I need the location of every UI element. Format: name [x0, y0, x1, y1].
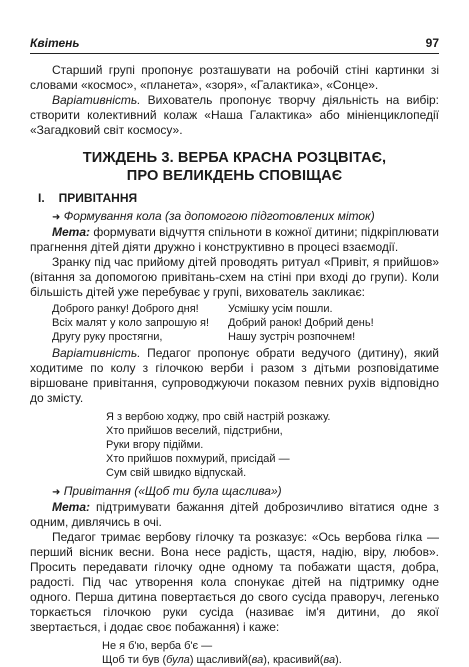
variation-text-2: Педагог пропонує обрати ведучого (дитину), який ходитиме по колу з гілочкою верби і разом з дітьми розповідатиме віршоване привітання, супроводжуючи показом певних рухів відповідно до змісту.	[30, 346, 439, 405]
arrow-icon: ➜	[52, 487, 61, 498]
variation-label: Варіативність.	[52, 93, 141, 107]
activity-title-2: Привітання («Щоб ти була щаслива»)	[63, 484, 282, 498]
section-numeral: I.	[38, 191, 45, 205]
goal-paragraph-2	[30, 500, 439, 530]
verse-line: Хто прийшов веселий, підстрибни,	[106, 425, 283, 437]
week-title-line-2: ПРО ВЕЛИКДЕНЬ СПОВІЩАЄ	[126, 168, 343, 184]
arrow-icon: ➜	[52, 212, 61, 223]
greeting-left-line-2: Всіх малят у коло запрошую я!	[52, 317, 210, 329]
section-title: ПРИВІТАННЯ	[58, 191, 138, 205]
greeting-left-line-3: Другу руку простягни,	[52, 331, 163, 343]
blessing-line-2	[102, 653, 439, 667]
verse-line: Я з вербою ходжу, про свій настрій розкажу.	[106, 411, 331, 423]
blessing-fragment: ), красивий(	[263, 654, 324, 666]
ritual-paragraph: Зранку під час прийому дітей проводять ритуал «Привіт, я прийшов» (вітання за допомогою привітань-схем на стіні при вході до групи). Коли більшість дітей уже перебуває у групі, вихователь закликає:	[30, 255, 439, 299]
variation-paragraph-2	[30, 346, 439, 406]
variation-label-2: Варіативність.	[52, 346, 141, 360]
greeting-right-line-1: Усмішку усім пошли.	[228, 303, 333, 315]
blessing-fragment: ва	[251, 654, 264, 666]
goal-text-2: підтримувати бажання дітей доброзичливо вітатися одне з одним, дивлячись в очі.	[30, 500, 439, 529]
blessing-fragment: Щоб ти був (	[102, 654, 167, 666]
greeting-verse	[52, 302, 439, 344]
goal-paragraph-1	[30, 225, 439, 255]
willow-verse	[106, 410, 439, 480]
blessing-line-1: Не я б'ю, верба б'є —	[102, 640, 213, 652]
section-heading	[38, 191, 439, 206]
intro-paragraph: Старший групі пропонує розташувати на робочій стіні картинки зі словами «космос», «планета», «зоря», «Галактика», «Сонце».	[30, 63, 439, 92]
greeting-right-line-3: Нашу зустріч розпочнем!	[228, 331, 356, 343]
verse-line: Сум свій швидко відпускай.	[106, 467, 247, 479]
book-page	[30, 36, 439, 667]
goal-label-2: Мета:	[52, 500, 91, 514]
intro-variation-paragraph	[30, 93, 439, 138]
activity-subheading-2	[30, 484, 439, 500]
blessing-fragment: ва	[323, 654, 336, 666]
verse-line: Хто прийшов похмурий, присідай —	[106, 453, 290, 465]
running-header	[30, 36, 439, 54]
greeting-left-line-1: Доброго ранку! Доброго дня!	[52, 303, 199, 315]
page-number: 97	[425, 36, 439, 50]
week-title	[30, 149, 439, 185]
blessing-fragment: ) щасливий(	[189, 654, 252, 666]
greeting-right-line-2: Добрий ранок! Добрий день!	[228, 317, 374, 329]
goal-text: формувати відчуття спільноти в кожної дитини; підкріплювати прагнення дітей діяти дружно і конструктивно в процесі взаємодії.	[30, 225, 439, 254]
blessing-verse	[102, 639, 439, 667]
header-month: Квітень	[30, 36, 80, 50]
blessing-fragment: ).	[335, 654, 342, 666]
goal-label: Мета:	[52, 225, 91, 239]
activity-subheading-1	[30, 209, 439, 225]
blessing-fragment: була	[166, 654, 190, 666]
week-title-line-1: ТИЖДЕНЬ 3. ВЕРБА КРАСНА РОЗЦВІТАЄ,	[82, 150, 387, 166]
willow-story-paragraph: Педагог тримає вербову гілочку та розказує: «Ось вербова гілка — перший вісник весни. Вона несе радість, щастя, надію, віру, любов». Просить передавати гілочку одне одному та побажати щастя, добра, радості. Під час утворення кола спонукає дітей на підтримку одне одного. Перша дитина повертається до свого сусіда праворуч, легенько торкається гілочкою руки сусіда (називає ім'я дитини, до якої звертається, і додає своє побажання) і каже:	[30, 530, 439, 634]
variation-text: Вихователь пропонує творчу діяльність на вибір: створити колективний колаж «Наша Галактика» або мініенциклопедії «Загадковий світ космосу».	[30, 93, 439, 137]
verse-line: Руки вгору підійми.	[106, 439, 204, 451]
activity-title-1: Формування кола (за допомогою підготовлених міток)	[63, 209, 375, 223]
